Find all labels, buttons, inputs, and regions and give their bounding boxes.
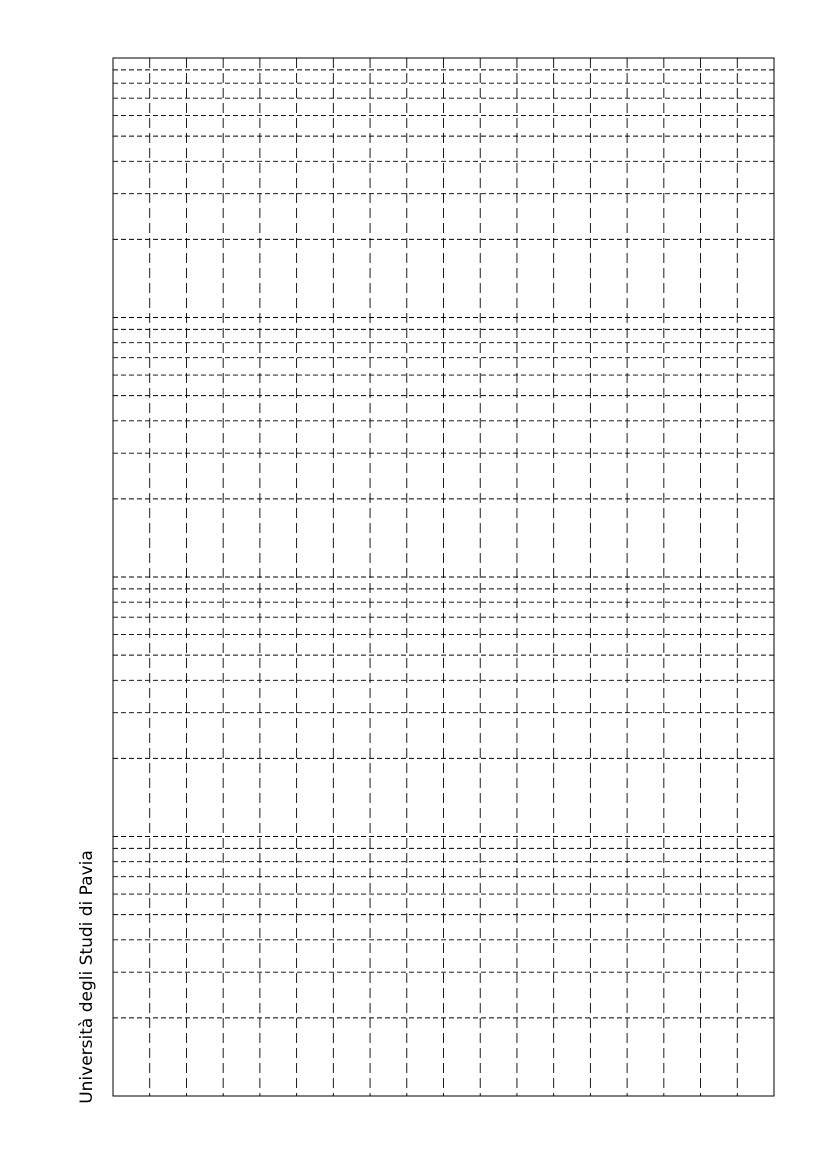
university-title: Università degli Studi di Pavia	[77, 850, 97, 1104]
